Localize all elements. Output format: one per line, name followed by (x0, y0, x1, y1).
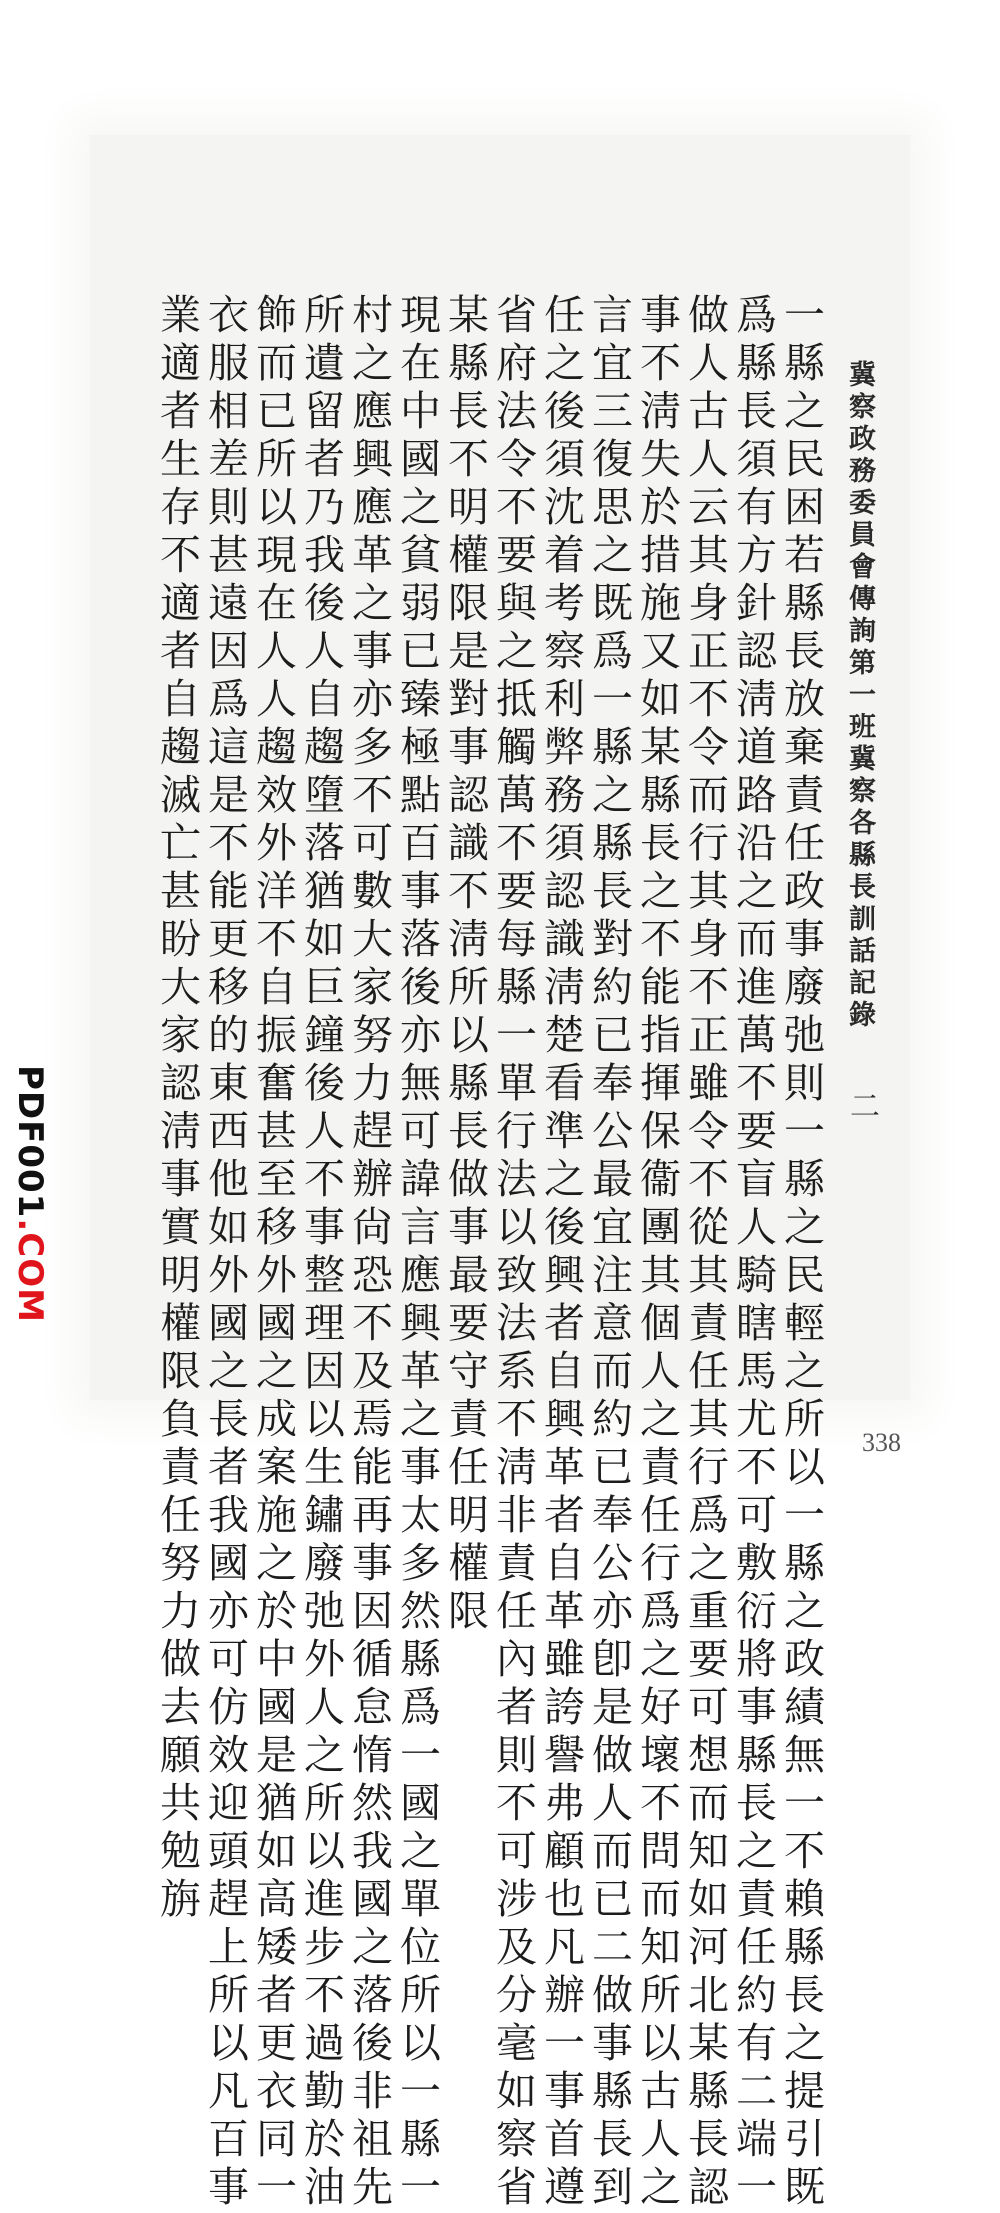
running-title: 冀察政務委員會傳詢第一班冀察各縣長訓話記錄 (844, 360, 875, 1032)
text-column-3: 做人古人云其身正不令而行其身不正雖令不從其責任其行爲之重要可想而知如河北某縣長認 (681, 293, 729, 2213)
page-number: 338 (862, 1428, 901, 1457)
text-column-13: 衣服相差則甚遠因爲這是不能更移的東西他如外國之長者我國亦可仿效迎頭趕上所以凡百事 (201, 293, 249, 2213)
text-column-6: 任之後須沈着考察利弊務須認識淸楚看準之後興者自興革者自革雖誇譽弗顧也凡辦一事首遵 (537, 293, 585, 2213)
text-column-8: 某縣長不明權限是對事認識不淸所以縣長做事最要守責任明權限 (441, 293, 489, 1637)
text-column-4: 事不淸失於措施又如某縣長之不能指揮保衞團其個人之責任行爲之好壞不問而知所以古人之 (633, 293, 681, 2213)
text-column-1: 一縣之民困若縣長放棄責任政事廢弛則一縣之民輕之所以一縣之政績無一不賴縣長之提引既 (777, 293, 825, 2213)
page-marker: 二 (844, 1090, 879, 1120)
text-column-10: 村之應興應革之事亦多不可數大家努力趕辦尙恐不及焉能再事因循怠惰然我國之落後非祖先 (345, 293, 393, 2213)
text-column-7: 省府法令不要與之抵觸萬不要每縣一單行法以致法系不淸非責任內者則不可涉及分毫如察省 (489, 293, 537, 2213)
text-column-9: 現在中國之貧弱已臻極點百事落後亦無可諱言應興革之事太多然縣爲一國之單位所以一縣一 (393, 293, 441, 2213)
text-column-12: 飾而已所以現在人人趨效外洋不自振奮甚至移外國之成案施之於中國是猶如高矮者更衣同一 (249, 293, 297, 2213)
text-column-14: 業適者生存不適者自趨滅亡甚盼大家認淸事實明權限負責任努力做去願共勉旃 (153, 293, 201, 1925)
watermark-main-text: PDF001 (10, 1065, 50, 1219)
text-column-2: 爲縣長須有方針認淸道路沿之而進萬不要盲人騎瞎馬尤不可敷衍將事縣長之責任約有二端一 (729, 293, 777, 2213)
watermark-domain-suffix: .COM (10, 1218, 50, 1323)
text-column-5: 言宜三復思之既爲一縣之縣長對約已奉公最宜注意而約已奉公亦卽是做人而已二做事縣長到 (585, 293, 633, 2213)
site-watermark (10, 1065, 50, 1323)
text-column-11: 所遺留者乃我後人自趨墮落猶如巨鐘後人不事整理因以生鏽廢弛外人之所以進步不過勤於油 (297, 293, 345, 2213)
